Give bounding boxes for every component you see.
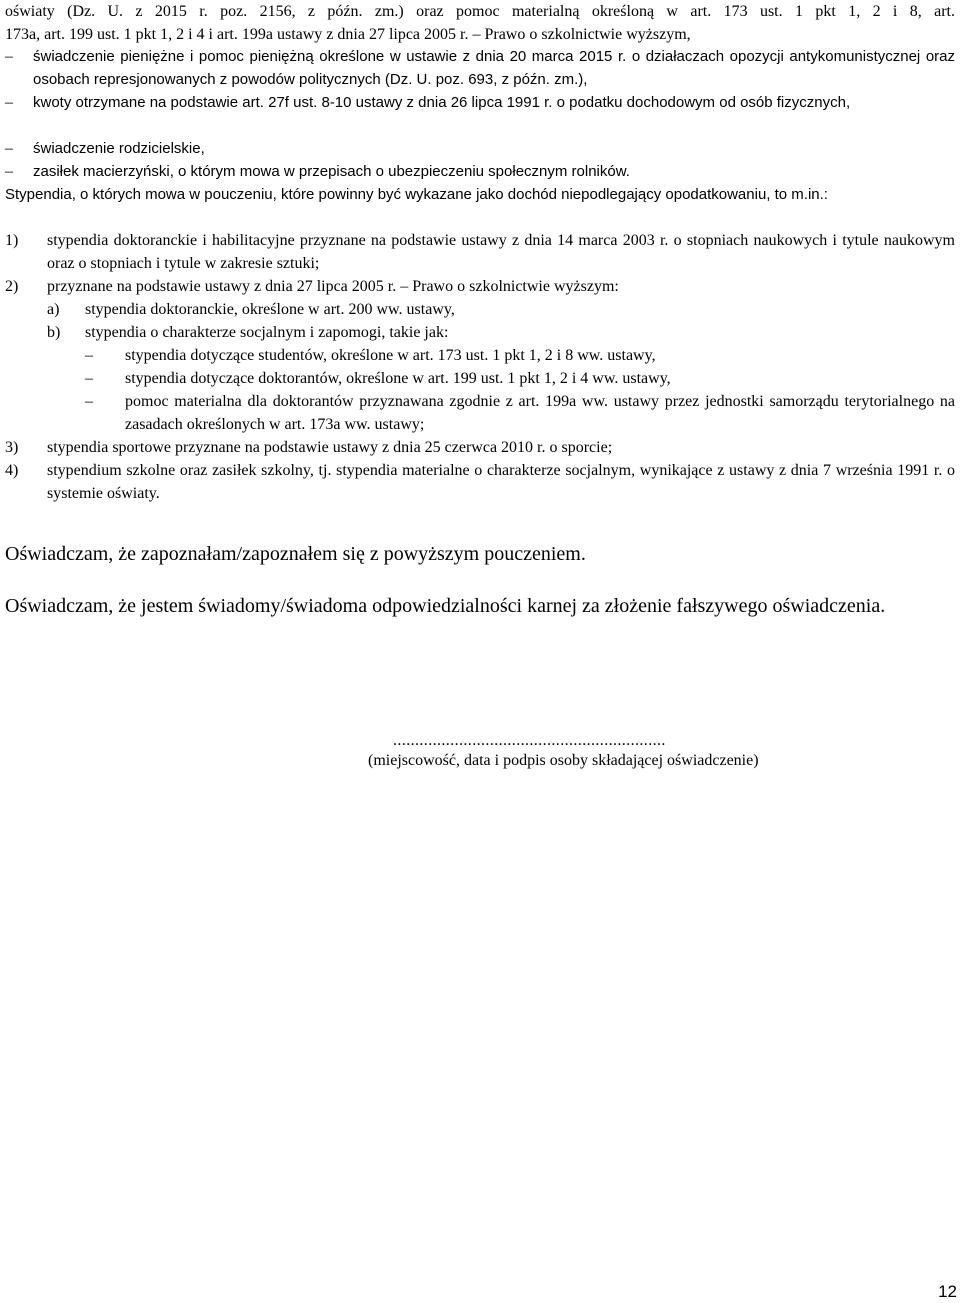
- signature-caption: (miejscowość, data i podpis osoby składającej oświadczenie): [368, 752, 759, 769]
- dash-item-text: świadczenie pieniężne i pomoc pieniężną określone w ustawie z dnia 20 marca 2015 r. o działaczach opozycji antykomunistycznej oraz osobach represjonowanych z powodów politycznych (Dz. U. poz. 693, z późn. zm.),: [33, 48, 955, 88]
- dash-item-kwoty-27f: [5, 91, 955, 114]
- sub-dash-item-text: stypendia dotyczące studentów, określone w art. 173 ust. 1 pkt 1, 2 i 8 ww. ustawy,: [125, 347, 656, 364]
- dash-item-text: kwoty otrzymane na podstawie art. 27f ust. 8-10 ustawy z dnia 26 lipca 1991 r. o podatku dochodowym od osób fizycznych,: [33, 94, 851, 111]
- numbered-item-text: przyznane na podstawie ustawy z dnia 27 lipca 2005 r. – Prawo o szkolnictwie wyższym:: [47, 278, 619, 295]
- sub-item-b: [5, 321, 955, 344]
- declaration-pouczenie: Oświadczam, że zapoznałam/zapoznałem się z powyższym pouczeniem.: [5, 543, 586, 565]
- stypendia-intro: Stypendia, o których mowa w pouczeniu, które powinny być wykazane jako dochód niepodlegający opodatkowaniu, to m.in.:: [5, 186, 828, 203]
- sub-item-text: stypendia o charakterze socjalnym i zapomogi, takie jak:: [85, 324, 449, 341]
- continuation-line-1: oświaty (Dz. U. z 2015 r. poz. 2156, z późn. zm.) oraz pomoc materialną określoną w art. 173 ust. 1 pkt 1, 2 i 8, art.: [5, 3, 955, 20]
- sub-item-letter: b): [47, 324, 61, 341]
- numbered-item-3: [5, 436, 955, 459]
- item-number: 1): [5, 232, 19, 249]
- item-number: 2): [5, 278, 19, 295]
- numbered-item-text: stypendia doktoranckie i habilitacyjne przyznane na podstawie ustawy z dnia 14 marca 2003 r. o stopniach naukowych i tytule naukowym oraz o stopniach i tytule w zakresie sztuki;: [47, 232, 955, 272]
- dash-item-swiadczenie-rodzicielskie: [5, 137, 955, 160]
- numbered-item-text: stypendia sportowe przyznane na podstawie ustawy z dnia 25 czerwca 2010 r. o sporcie;: [47, 439, 613, 456]
- numbered-item-text: stypendium szkolne oraz zasiłek szkolny, tj. stypendia materialne o charakterze socjalnym, wynikające z ustawy z dnia 7 września 1991 r. o systemie oświaty.: [47, 462, 955, 502]
- sub-dash-item-text: pomoc materialna dla doktorantów przyznawana zgodnie z art. 199a ww. ustawy przez jednostki samorządu terytorialnego na zasadach określonych w art. 173a ww. ustawy;: [125, 393, 955, 433]
- signature-line: ..............................................................: [393, 732, 666, 749]
- dash-item-text: zasiłek macierzyński, o którym mowa w przepisach o ubezpieczeniu społecznym rolników.: [33, 163, 630, 180]
- declaration-odpowiedzialnosc: Oświadczam, że jestem świadomy/świadoma odpowiedzialności karnej za złożenie fałszywego oświadczenia.: [5, 595, 886, 617]
- dash-marker: –: [5, 140, 13, 157]
- dash-marker: –: [5, 94, 13, 111]
- dash-marker: –: [85, 370, 93, 387]
- item-number: 3): [5, 439, 19, 456]
- sub-dash-item-doktoranci: [5, 367, 955, 390]
- sub-item-a: [5, 298, 955, 321]
- numbered-item-4: [5, 459, 955, 505]
- sub-item-letter: a): [47, 301, 60, 318]
- sub-dash-item-pomoc-materialna: [5, 390, 955, 436]
- dash-item-zasilek-macierzynski: [5, 160, 955, 183]
- dash-item-text: świadczenie rodzicielskie,: [33, 140, 205, 157]
- page-number: 12: [938, 1282, 957, 1301]
- sub-dash-item-studenci: [5, 344, 955, 367]
- numbered-item-2: [5, 275, 955, 298]
- continuation-line-2: 173a, art. 199 ust. 1 pkt 1, 2 i 4 i art. 199a ustawy z dnia 27 lipca 2005 r. – Prawo o szkolnictwie wyższym,: [5, 26, 691, 43]
- numbered-item-1: [5, 229, 955, 275]
- sub-dash-item-text: stypendia dotyczące doktorantów, określone w art. 199 ust. 1 pkt 1, 2 i 4 ww. ustawy,: [125, 370, 671, 387]
- dash-marker: –: [5, 48, 13, 65]
- dash-marker: –: [5, 163, 13, 180]
- sub-item-text: stypendia doktoranckie, określone w art. 200 ww. ustawy,: [85, 301, 455, 318]
- dash-item-pomoc-pieniezna: [5, 45, 955, 91]
- dash-marker: –: [85, 393, 93, 410]
- item-number: 4): [5, 462, 19, 479]
- dash-marker: –: [85, 347, 93, 364]
